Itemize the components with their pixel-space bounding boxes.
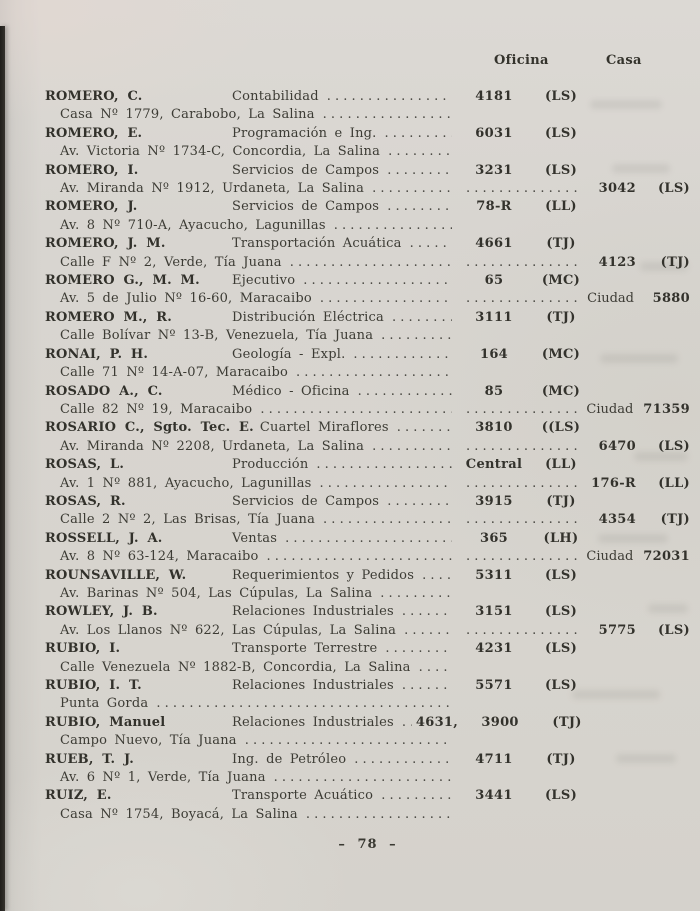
directory-entry — [45, 198, 690, 235]
entry-name: ROMERO M., R. — [45, 309, 172, 325]
entry-title: Relaciones Industriales — [232, 714, 394, 730]
entry-main-line — [45, 235, 690, 253]
home-exchange-code: (LL) — [658, 475, 690, 491]
office-number: 5311 — [475, 567, 513, 583]
dot-leader — [422, 567, 452, 585]
office-exchange-code: (LS) — [544, 162, 578, 178]
entry-address: Campo Nuevo, Tía Juana — [60, 733, 237, 749]
directory-entry — [45, 383, 690, 420]
entry-address-line — [45, 180, 690, 198]
dot-leader — [320, 475, 452, 493]
office-exchange-code: (LS) — [544, 641, 578, 657]
directory-entry — [45, 714, 690, 751]
dot-leader — [381, 327, 452, 345]
office-exchange-code: (MC) — [541, 383, 581, 399]
entry-address: Punta Gorda — [60, 696, 149, 712]
entry-address-line — [45, 695, 690, 713]
entry-title: Cuartel Miraflores — [259, 420, 389, 436]
entry-name: ROMERO, C. — [45, 89, 143, 104]
entry-name: ROMERO, E. — [45, 125, 143, 141]
office-exchange-code: (TJ) — [546, 236, 576, 252]
entry-name: RUBIO, Manuel — [45, 714, 166, 730]
directory-entry — [45, 787, 690, 824]
home-number: 176-R — [591, 475, 636, 491]
entry-name: ROSAS, R. — [45, 493, 126, 509]
entry-name: ROSAS, L. — [45, 457, 125, 473]
home-number: 5880 — [652, 291, 690, 307]
entry-address-line — [45, 475, 690, 493]
office-number: 5571 — [475, 678, 513, 693]
office-exchange-code: (LS) — [544, 567, 578, 583]
home-number: 4354 — [598, 512, 636, 528]
home-exchange-code: (TJ) — [660, 512, 690, 528]
directory-entry — [45, 272, 690, 309]
office-number: 3231 — [475, 162, 513, 178]
entry-main-line — [45, 493, 690, 511]
entry-address: Av. 1 Nº 881, Ayacucho, Lagunillas — [60, 475, 312, 491]
office-number: 3915 — [475, 493, 513, 509]
entry-main-line — [45, 456, 690, 474]
directory-entry — [45, 346, 690, 383]
dot-leader — [354, 751, 452, 769]
directory-entry — [45, 419, 690, 456]
dot-leader — [358, 383, 452, 401]
dot-leader — [334, 217, 452, 235]
entry-main-line — [45, 787, 690, 805]
office-number: 3900 — [481, 714, 519, 730]
entry-name: ROUNSAVILLE, W. — [45, 567, 187, 583]
dot-leader — [387, 198, 452, 216]
directory-entry — [45, 456, 690, 493]
dot-leader — [380, 585, 452, 603]
dot-leader — [267, 548, 452, 566]
dot-leader — [466, 548, 578, 566]
home-phone-area — [456, 511, 690, 529]
office-number-extra: 4631, — [415, 714, 459, 730]
dot-leader — [385, 125, 452, 143]
entry-main-line — [45, 530, 690, 548]
dot-leader — [381, 787, 452, 805]
entry-address-line — [45, 143, 690, 161]
entry-title: Producción — [232, 457, 309, 473]
dot-leader — [260, 401, 452, 419]
entry-address-line — [45, 106, 690, 124]
dot-leader — [323, 106, 452, 124]
entry-main-line — [45, 162, 690, 180]
dot-leader — [402, 677, 452, 695]
entry-main-line — [45, 383, 690, 401]
office-number: 6031 — [475, 125, 513, 141]
home-phone-area — [456, 290, 690, 308]
entry-address: Calle 2 Nº 2, Las Brisas, Tía Juana — [60, 512, 316, 528]
directory-entry — [45, 603, 690, 640]
office-number: 3151 — [475, 604, 513, 620]
entry-main-line — [45, 567, 690, 585]
entry-main-line — [45, 640, 690, 658]
entry-address-line — [45, 327, 690, 345]
dot-leader — [285, 530, 452, 548]
office-number: 164 — [479, 346, 509, 362]
dot-leader — [372, 438, 452, 456]
dot-leader — [404, 622, 452, 640]
office-exchange-code: (TJ) — [546, 493, 576, 509]
dot-leader — [323, 511, 452, 529]
office-exchange-code: (TJ) — [546, 309, 576, 325]
office-exchange-code: (TJ) — [552, 714, 582, 730]
entry-main-line — [45, 272, 690, 290]
entry-name: ROSADO A., C. — [45, 383, 163, 399]
dot-leader — [419, 659, 452, 677]
office-number: 365 — [479, 530, 509, 546]
entry-title: Ing. de Petróleo — [232, 751, 347, 767]
office-exchange-code: ((LS) — [541, 420, 581, 436]
entry-title: Relaciones Industriales — [232, 678, 394, 693]
entry-address-line — [45, 438, 690, 456]
entry-main-line — [45, 603, 690, 621]
home-city-label: Ciudad — [586, 549, 634, 565]
office-exchange-code: (LS) — [544, 125, 578, 141]
office-exchange-code: (LL) — [545, 457, 577, 473]
entry-address: Av. Miranda Nº 1912, Urdaneta, La Salina — [60, 181, 365, 197]
home-phone-area — [456, 254, 690, 272]
entry-name: RUEB, T. J. — [45, 751, 135, 767]
entry-main-line — [45, 346, 690, 364]
entry-name: ROSARIO C., Sgto. Tec. E. — [45, 420, 254, 436]
entry-name: RUBIO, I. T. — [45, 678, 142, 693]
entry-address: Av. Los Llanos Nº 622, Las Cúpulas, La Salina — [60, 622, 397, 638]
home-number: 4123 — [598, 254, 636, 270]
directory-entry — [45, 567, 690, 604]
entry-address-line — [45, 290, 690, 308]
dot-leader — [466, 401, 578, 419]
dot-leader — [402, 603, 452, 621]
entry-title: Contabilidad — [232, 89, 319, 104]
entry-main-line — [45, 309, 690, 327]
dot-leader — [466, 475, 582, 493]
entry-address-line — [45, 511, 690, 529]
entry-address: Av. Miranda Nº 2208, Urdaneta, La Salina — [60, 438, 365, 454]
dot-leader — [387, 162, 452, 180]
office-number: 65 — [484, 273, 504, 289]
entry-title: Médico - Oficina — [232, 383, 350, 399]
home-city-label: Ciudad — [587, 291, 634, 307]
entry-name: ROWLEY, J. B. — [45, 604, 158, 620]
column-header-oficina: Oficina — [494, 53, 549, 68]
dot-leader — [327, 88, 452, 106]
dot-leader — [388, 143, 452, 161]
page-number: – 78 – — [338, 837, 397, 852]
home-number: 3042 — [598, 181, 636, 197]
directory-entry — [45, 530, 690, 567]
home-phone-area — [456, 180, 690, 198]
entry-address-line — [45, 732, 690, 750]
entry-address-line — [45, 659, 690, 677]
dot-leader — [466, 254, 582, 272]
directory-entry — [45, 235, 690, 272]
entry-title: Requerimientos y Pedidos — [232, 567, 415, 583]
entry-address: Av. 8 Nº 63-124, Maracaibo — [60, 549, 259, 565]
office-exchange-code: (MC) — [541, 273, 581, 289]
entry-name: ROMERO, I. — [45, 162, 139, 178]
office-number: 3111 — [475, 309, 513, 325]
entry-address-line — [45, 806, 690, 824]
directory-entry — [45, 751, 690, 788]
entry-title: Transporte Acuático — [232, 788, 374, 804]
home-number: 5775 — [598, 622, 636, 638]
directory-entry — [45, 162, 690, 199]
dot-leader — [296, 364, 452, 382]
office-exchange-code: (LS) — [544, 678, 578, 693]
entry-main-line — [45, 714, 690, 732]
office-exchange-code: (LS) — [544, 788, 578, 804]
office-exchange-code: (MC) — [541, 346, 581, 362]
entry-name: ROMERO G., M. M. — [45, 273, 200, 289]
home-exchange-code: (LS) — [657, 181, 690, 197]
entry-title: Ventas — [232, 530, 278, 546]
entry-address: Av. Victoria Nº 1734-C, Concordia, La Salina — [60, 144, 381, 160]
dot-leader — [392, 309, 452, 327]
entry-title: Servicios de Campos — [232, 493, 380, 509]
home-exchange-code: (TJ) — [660, 254, 690, 270]
dot-leader — [387, 493, 452, 511]
entry-name: RONAI, P. H. — [45, 346, 149, 362]
office-exchange-code: (LS) — [544, 89, 578, 104]
entry-title: Transporte Terrestre — [232, 641, 378, 657]
entry-address: Calle F Nº 2, Verde, Tía Juana — [60, 254, 282, 270]
home-city-label: Ciudad — [586, 401, 634, 417]
entry-address-line — [45, 217, 690, 235]
entry-address-line — [45, 364, 690, 382]
entry-list — [45, 88, 690, 824]
entry-title: Relaciones Industriales — [232, 604, 394, 620]
home-number: 6470 — [598, 438, 636, 454]
page-binding-edge — [0, 26, 5, 911]
office-number: 4231 — [475, 641, 513, 657]
directory-entry — [45, 309, 690, 346]
dot-leader — [466, 438, 582, 456]
office-number: 4711 — [475, 751, 513, 767]
dot-leader — [306, 806, 452, 824]
dot-leader — [156, 695, 452, 713]
directory-entry — [45, 493, 690, 530]
office-number: Central — [465, 457, 523, 473]
office-exchange-code: (LH) — [543, 530, 579, 546]
dot-leader — [274, 769, 452, 787]
home-phone-area — [456, 401, 690, 419]
dot-leader — [466, 290, 579, 308]
home-phone-area — [456, 438, 690, 456]
entry-title: Programación e Ing. — [232, 125, 377, 141]
entry-address-line — [45, 401, 690, 419]
entry-address-line — [45, 622, 690, 640]
entry-address: Calle Venezuela Nº 1882-B, Concordia, La Salina — [60, 659, 411, 675]
dot-leader — [372, 180, 452, 198]
dot-leader — [402, 714, 412, 732]
office-exchange-code: (LL) — [545, 199, 577, 215]
office-number: 4661 — [475, 236, 513, 252]
column-header-casa: Casa — [606, 53, 642, 68]
office-number: 4181 — [475, 89, 513, 104]
dot-leader — [320, 290, 452, 308]
entry-main-line — [45, 751, 690, 769]
entry-address: Av. 5 de Julio Nº 16-60, Maracaibo — [60, 291, 312, 307]
entry-main-line — [45, 125, 690, 143]
directory-entry — [45, 88, 690, 125]
entry-address-line — [45, 585, 690, 603]
home-exchange-code: (LS) — [657, 622, 690, 638]
directory-entry — [45, 677, 690, 714]
dot-leader — [290, 254, 452, 272]
entry-main-line — [45, 88, 690, 106]
directory-entry — [45, 125, 690, 162]
entry-name: RUBIO, I. — [45, 641, 121, 657]
entry-title: Distribución Eléctrica — [232, 309, 384, 325]
entry-title: Ejecutivo — [232, 273, 296, 289]
entry-title: Servicios de Campos — [232, 162, 380, 178]
office-number: 85 — [484, 383, 504, 399]
entry-address: Casa Nº 1754, Boyacá, La Salina — [60, 806, 298, 822]
entry-name: ROMERO, J. — [45, 199, 138, 215]
entry-name: ROMERO, J. M. — [45, 236, 166, 252]
dot-leader — [397, 419, 452, 437]
home-number: 72031 — [643, 549, 690, 565]
dot-leader — [245, 732, 452, 750]
entry-address: Av. 6 Nº 1, Verde, Tía Juana — [60, 770, 266, 786]
entry-address-line — [45, 254, 690, 272]
entry-address: Calle Bolívar Nº 13-B, Venezuela, Tía Juana — [60, 328, 374, 344]
home-phone-area — [456, 622, 690, 640]
entry-address: Calle 82 Nº 19, Maracaibo — [60, 401, 253, 417]
entry-address: Av. 8 Nº 710-A, Ayacucho, Lagunillas — [60, 217, 326, 233]
office-exchange-code: (TJ) — [546, 751, 576, 767]
dot-leader — [353, 346, 452, 364]
entry-title: Geología - Expl. — [232, 346, 346, 362]
dot-leader — [466, 180, 582, 198]
directory-entry — [45, 640, 690, 677]
office-number: 78-R — [476, 199, 512, 215]
entry-title: Transportación Acuática — [232, 236, 402, 252]
entry-title: Servicios de Campos — [232, 199, 380, 215]
office-exchange-code: (LS) — [544, 604, 578, 620]
entry-main-line — [45, 419, 690, 437]
dot-leader — [466, 511, 582, 529]
office-number: 3441 — [475, 788, 513, 804]
entry-name: RUIZ, E. — [45, 788, 112, 804]
home-exchange-code: (LS) — [657, 438, 690, 454]
office-number: 3810 — [475, 420, 513, 436]
entry-address: Av. Barinas Nº 504, Las Cúpulas, La Salina — [60, 585, 373, 601]
entry-address: Calle 71 Nº 14-A-07, Maracaibo — [60, 365, 289, 381]
dot-leader — [466, 622, 582, 640]
home-phone-area — [456, 475, 690, 493]
entry-main-line — [45, 198, 690, 216]
entry-main-line — [45, 677, 690, 695]
dot-leader — [410, 235, 452, 253]
entry-address-line — [45, 548, 690, 566]
entry-name: ROSSELL, J. A. — [45, 530, 163, 546]
home-number: 71359 — [643, 401, 690, 417]
dot-leader — [303, 272, 452, 290]
entry-address-line — [45, 769, 690, 787]
dot-leader — [385, 640, 452, 658]
dot-leader — [316, 456, 452, 474]
home-phone-area — [456, 548, 690, 566]
entry-address: Casa Nº 1779, Carabobo, La Salina — [60, 107, 315, 123]
